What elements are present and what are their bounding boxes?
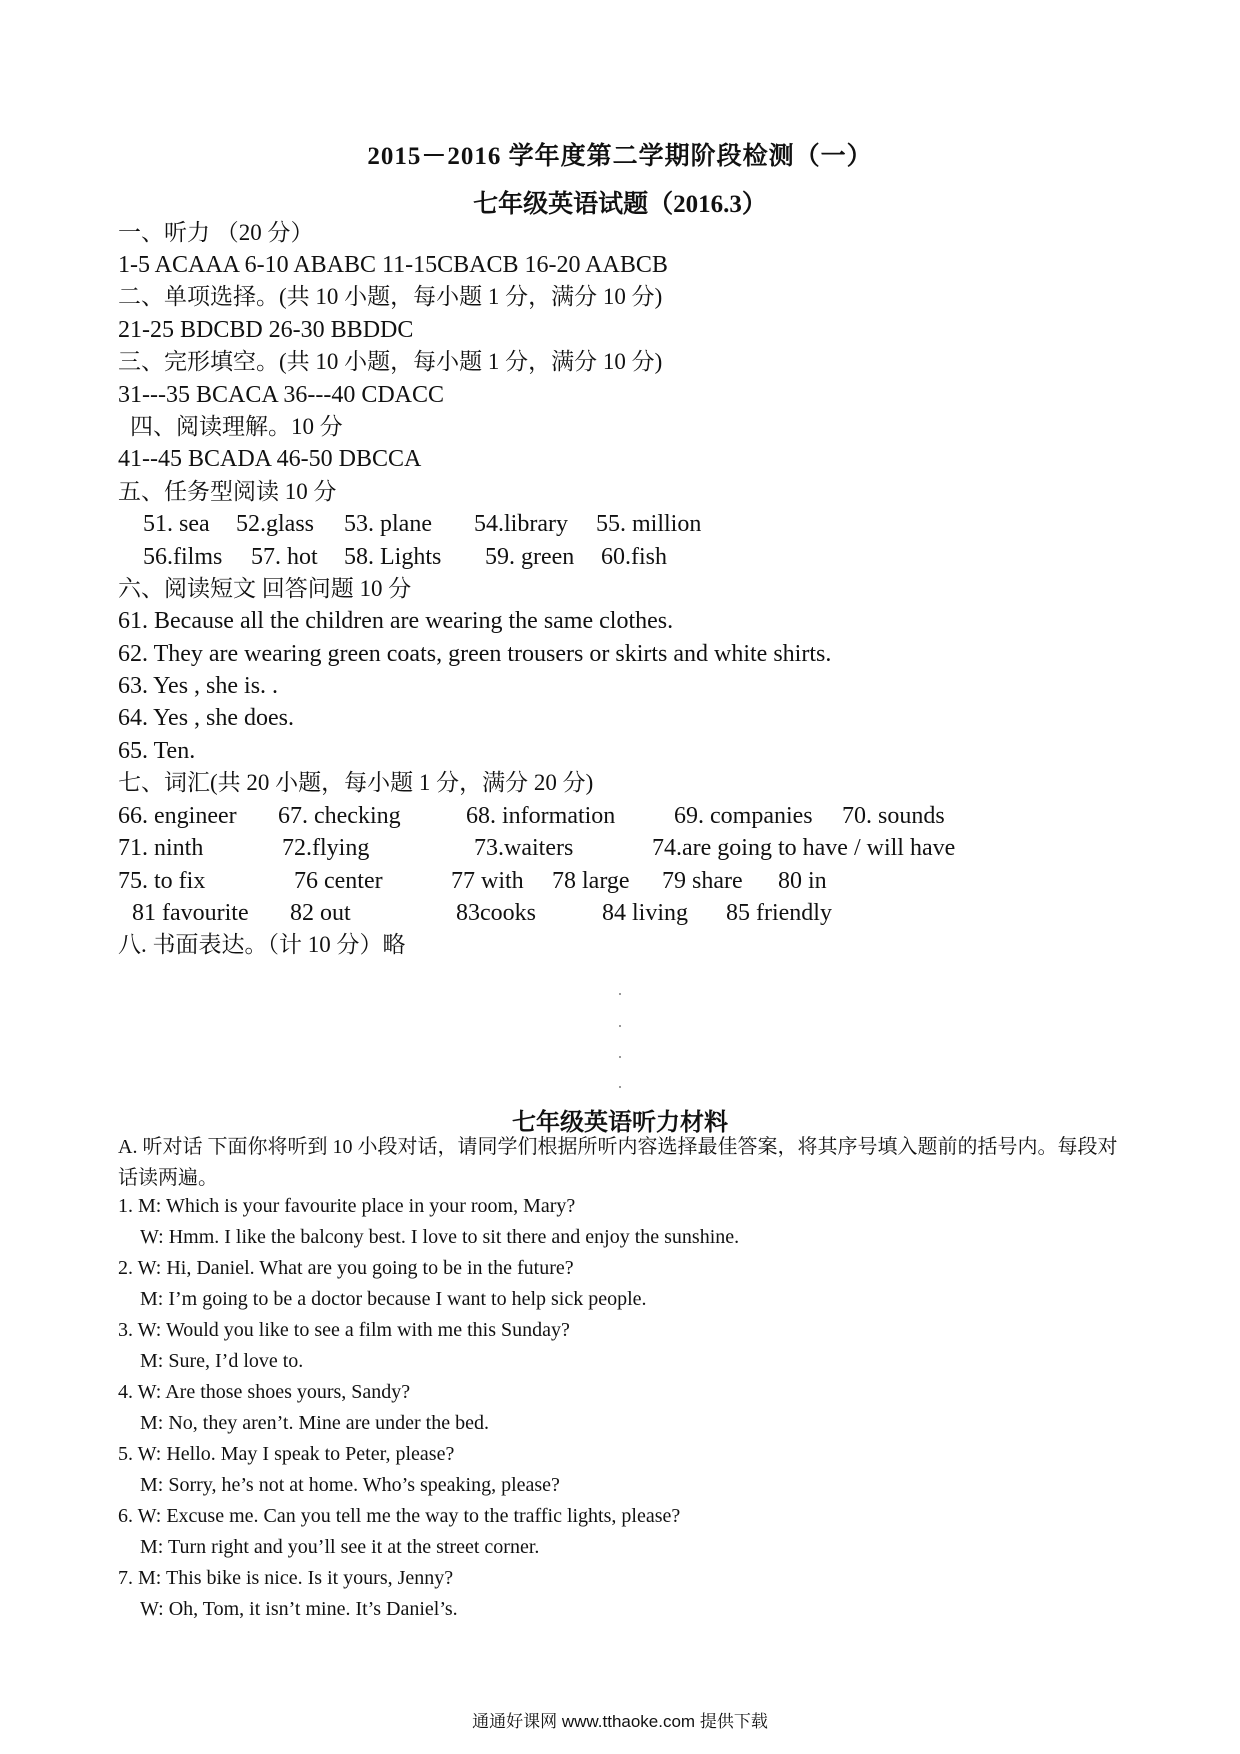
section-3-answers: 31---35 BCACA 36---40 CDACC bbox=[118, 382, 445, 408]
section-1-title: 一、听力 （20 分） bbox=[118, 220, 314, 245]
answer-cell: 60.fish bbox=[601, 544, 667, 570]
answer-line: 63. Yes , she is. . bbox=[118, 673, 279, 699]
footer-credit: 通通好课网 www.tthaoke.com 提供下载 bbox=[472, 1712, 768, 1731]
answer-cell: 76 center bbox=[294, 868, 383, 894]
section-3-title: 三、完形填空。(共 10 小题，每小题 1 分，满分 10 分) bbox=[118, 349, 663, 374]
answer-cell: 55. million bbox=[596, 511, 702, 537]
answer-cell: 51. sea bbox=[143, 511, 210, 537]
answer-cell: 53. plane bbox=[344, 511, 432, 537]
answer-cell: 78 large bbox=[552, 868, 630, 894]
dialogue-line: 3. W: Would you like to see a film with me this Sunday? bbox=[118, 1319, 570, 1341]
dialogue-line: 2. W: Hi, Daniel. What are you going to be in the future? bbox=[118, 1257, 574, 1279]
answer-cell: 75. to fix bbox=[118, 868, 206, 894]
listening-intro: A. 听对话 下面你将听到 10 小段对话，请同学们根据所听内容选择最佳答案，将其序号填入题前的括号内。每段对话读两遍。 bbox=[118, 1136, 1118, 1189]
answer-cell: 57. hot bbox=[251, 544, 318, 570]
section-1-answers: 1-5 ACAAA 6-10 ABABC 11-15CBACB 16-20 AABCB bbox=[118, 252, 668, 278]
answer-cell: 54.library bbox=[474, 511, 568, 537]
answer-cell: 56.films bbox=[143, 544, 223, 570]
answer-line: 61. Because all the children are wearing the same clothes. bbox=[118, 608, 674, 634]
dialogue-line: 1. M: Which is your favourite place in your room, Mary? bbox=[118, 1195, 576, 1217]
answer-cell: 66. engineer bbox=[118, 803, 237, 829]
answer-cell: 81 favourite bbox=[132, 900, 249, 926]
answer-cell: 68. information bbox=[466, 803, 616, 829]
section-2-title: 二、单项选择。(共 10 小题，每小题 1 分，满分 10 分) bbox=[118, 284, 663, 309]
section-7-title: 七、词汇(共 20 小题，每小题 1 分，满分 20 分) bbox=[118, 770, 594, 795]
answer-line: 64. Yes , she does. bbox=[118, 705, 295, 731]
listening-title: 七年级英语听力材料 bbox=[512, 1110, 728, 1136]
scan-dot bbox=[619, 1025, 621, 1027]
answer-cell: 74.are going to have / will have bbox=[652, 835, 956, 861]
dialogue-line: M: Sure, I’d love to. bbox=[140, 1350, 304, 1372]
answer-cell: 83cooks bbox=[456, 900, 536, 926]
answer-cell: 72.flying bbox=[282, 835, 370, 861]
answer-cell: 80 in bbox=[778, 868, 827, 894]
section-4-answers: 41--45 BCADA 46-50 DBCCA bbox=[118, 446, 422, 472]
scan-dot bbox=[619, 1086, 621, 1088]
answer-cell: 85 friendly bbox=[726, 900, 832, 926]
answer-line: 62. They are wearing green coats, green trousers or skirts and white shirts. bbox=[118, 641, 832, 667]
exam-subtitle: 七年级英语试题（2016.3） bbox=[473, 191, 767, 218]
dialogue-line: M: No, they aren’t. Mine are under the bed. bbox=[140, 1412, 489, 1434]
section-8-title: 八. 书面表达。（计 10 分）略 bbox=[118, 932, 406, 957]
section-6-title: 六、阅读短文 回答问题 10 分 bbox=[118, 576, 412, 601]
answer-cell: 73.waiters bbox=[474, 835, 574, 861]
dialogue-line: 5. W: Hello. May I speak to Peter, please? bbox=[118, 1443, 455, 1465]
answer-cell: 79 share bbox=[662, 868, 743, 894]
answer-cell: 58. Lights bbox=[344, 544, 442, 570]
answer-cell: 67. checking bbox=[278, 803, 401, 829]
answer-line: 65. Ten. bbox=[118, 738, 196, 764]
answer-cell: 70. sounds bbox=[842, 803, 945, 829]
section-2-answers: 21-25 BDCBD 26-30 BBDDC bbox=[118, 317, 414, 343]
dialogue-line: M: I’m going to be a doctor because I want to help sick people. bbox=[140, 1288, 647, 1310]
scan-dot bbox=[619, 993, 621, 995]
scan-dot bbox=[619, 1056, 621, 1058]
answer-cell: 82 out bbox=[290, 900, 351, 926]
dialogue-line: 4. W: Are those shoes yours, Sandy? bbox=[118, 1381, 411, 1403]
dialogue-line: 6. W: Excuse me. Can you tell me the way to the traffic lights, please? bbox=[118, 1505, 681, 1527]
answer-cell: 52.glass bbox=[236, 511, 314, 537]
dialogue-line: 7. M: This bike is nice. Is it yours, Jenny? bbox=[118, 1567, 454, 1589]
dialogue-line: M: Turn right and you’ll see it at the street corner. bbox=[140, 1536, 540, 1558]
answer-cell: 59. green bbox=[485, 544, 575, 570]
answer-cell: 69. companies bbox=[674, 803, 813, 829]
answer-cell: 77 with bbox=[451, 868, 524, 894]
exam-title: 2015－2016 学年度第二学期阶段检测（一） bbox=[367, 143, 873, 170]
section-4-title: 四、阅读理解。10 分 bbox=[130, 414, 343, 439]
answer-cell: 84 living bbox=[602, 900, 689, 926]
dialogue-line: W: Hmm. I like the balcony best. I love to sit there and enjoy the sunshine. bbox=[140, 1226, 740, 1248]
section-5-title: 五、任务型阅读 10 分 bbox=[118, 479, 337, 504]
dialogue-line: W: Oh, Tom, it isn’t mine. It’s Daniel’s. bbox=[140, 1598, 458, 1620]
dialogue-line: M: Sorry, he’s not at home. Who’s speaking, please? bbox=[140, 1474, 560, 1496]
answer-cell: 71. ninth bbox=[118, 835, 204, 861]
